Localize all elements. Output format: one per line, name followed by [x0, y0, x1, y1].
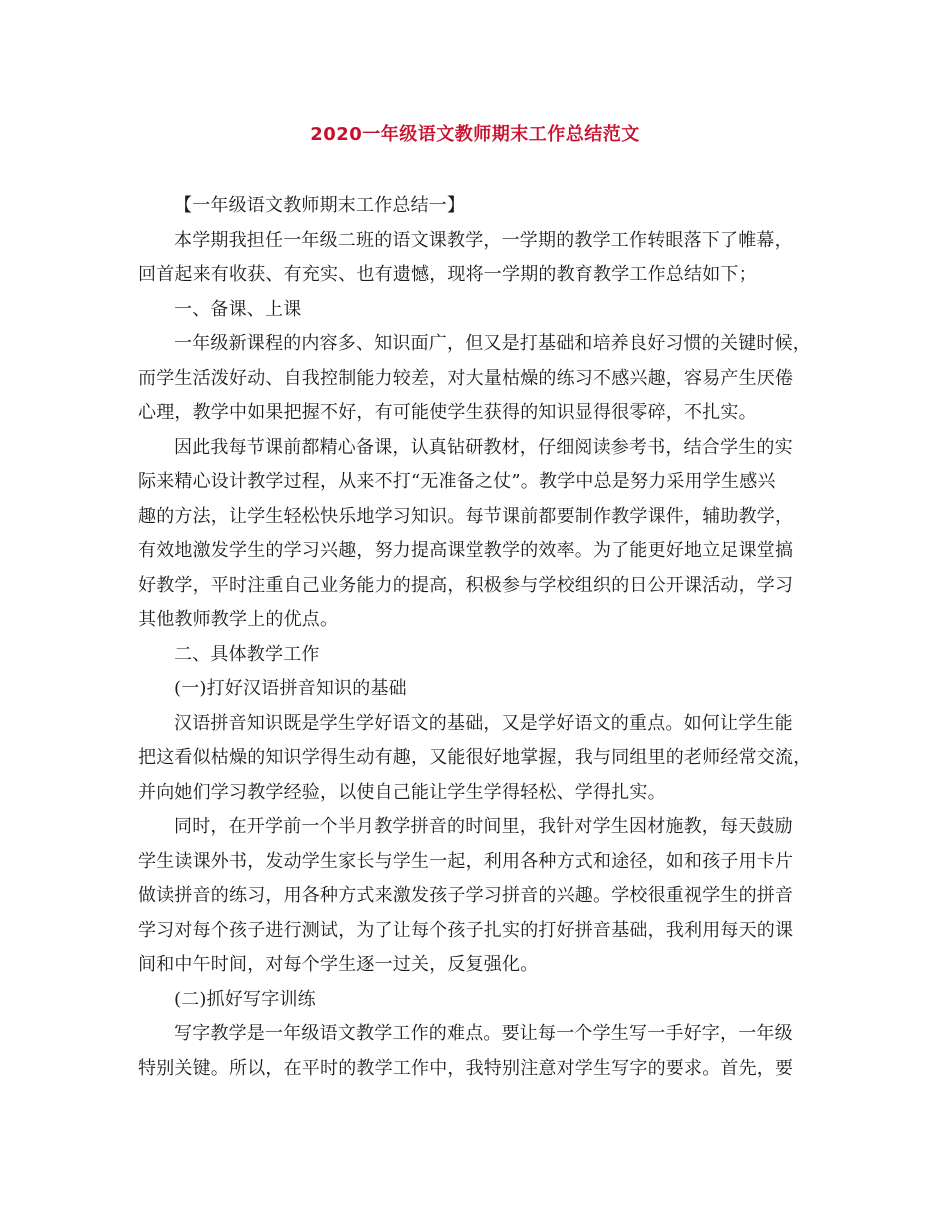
text-line: 汉语拼音知识既是学生学好语文的基础，又是学好语文的重点。如何让学生能 [174, 712, 793, 734]
text-line: 同时，在开学前一个半月教学拼音的时间里，我针对学生因材施教，每天鼓励 [174, 816, 793, 837]
text-line: 学习对每个孩子进行测试，为了让每个孩子扎实的打好拼音基础，我利用每天的课 [138, 919, 794, 941]
text-line: 有效地激发学生的学习兴趣，努力提高课堂教学的效率。为了能更好地立足课堂搞 [138, 540, 794, 561]
text-line: 特别关键。所以，在平时的教学工作中，我特别注意对学生写字的要求。首先，要 [138, 1057, 794, 1079]
document-title: 2020一年级语文教师期末工作总结范文 [310, 124, 640, 145]
text-line: 际来精心设计教学过程，从来不打“无准备之仗”。教学中总是努力采用学生感兴 [138, 471, 776, 492]
text-line: 【一年级语文教师期末工作总结一】 [174, 195, 466, 216]
text-line: 而学生活泼好动、自我控制能力较差，对大量枯燥的练习不感兴趣，容易产生厌倦 [138, 367, 794, 389]
text-line: 本学期我担任一年级二班的语文课教学，一学期的教学工作转眼落下了帷幕， [174, 229, 793, 251]
text-line: 间和中午时间，对每个学生逐一过关，反复强化。 [138, 954, 539, 975]
text-line: 心理，教学中如果把握不好，有可能使学生获得的知识显得很零碎，不扎实。 [138, 402, 757, 423]
text-line: 一年级新课程的内容多、知识面广，但又是打基础和培养良好习惯的关键时候， [174, 333, 811, 354]
text-line: 做读拼音的练习，用各种方式来激发孩子学习拼音的兴趣。学校很重视学生的拼音 [138, 885, 794, 906]
text-line: 写字教学是一年级语文教学工作的难点。要让每一个学生写一手好字，一年级 [174, 1023, 793, 1044]
text-line: (二)抓好写字训练 [174, 988, 316, 1010]
text-line: 好教学，平时注重自己业务能力的提高，积极参与学校组织的日公开课活动，学习 [138, 574, 794, 596]
text-line: 二、具体教学工作 [174, 643, 320, 665]
text-line: 学生读课外书，发动学生家长与学生一起，利用各种方式和途径，如和孩子用卡片 [138, 850, 794, 872]
text-line: 其他教师教学上的优点。 [138, 609, 339, 630]
text-line: 一、备课、上课 [174, 298, 302, 320]
text-line: 趣的方法，让学生轻松快乐地学习知识。每节课前都要制作教学课件，辅助教学， [138, 505, 794, 527]
document-body [138, 189, 828, 1086]
text-line: 并向她们学习教学经验，以使自己能让学生学得轻松、学得扎实。 [138, 781, 666, 803]
text-line: 因此我每节课前都精心备课，认真钻研教材，仔细阅读参考书，结合学生的实 [174, 436, 793, 458]
text-line: 回首起来有收获、有充实、也有遗憾，现将一学期的教育教学工作总结如下； [138, 264, 757, 285]
text-line: (一)打好汉语拼音知识的基础 [174, 678, 407, 699]
text-line: 把这看似枯燥的知识学得生动有趣，又能很好地掌握，我与同组里的老师经常交流， [138, 747, 812, 768]
